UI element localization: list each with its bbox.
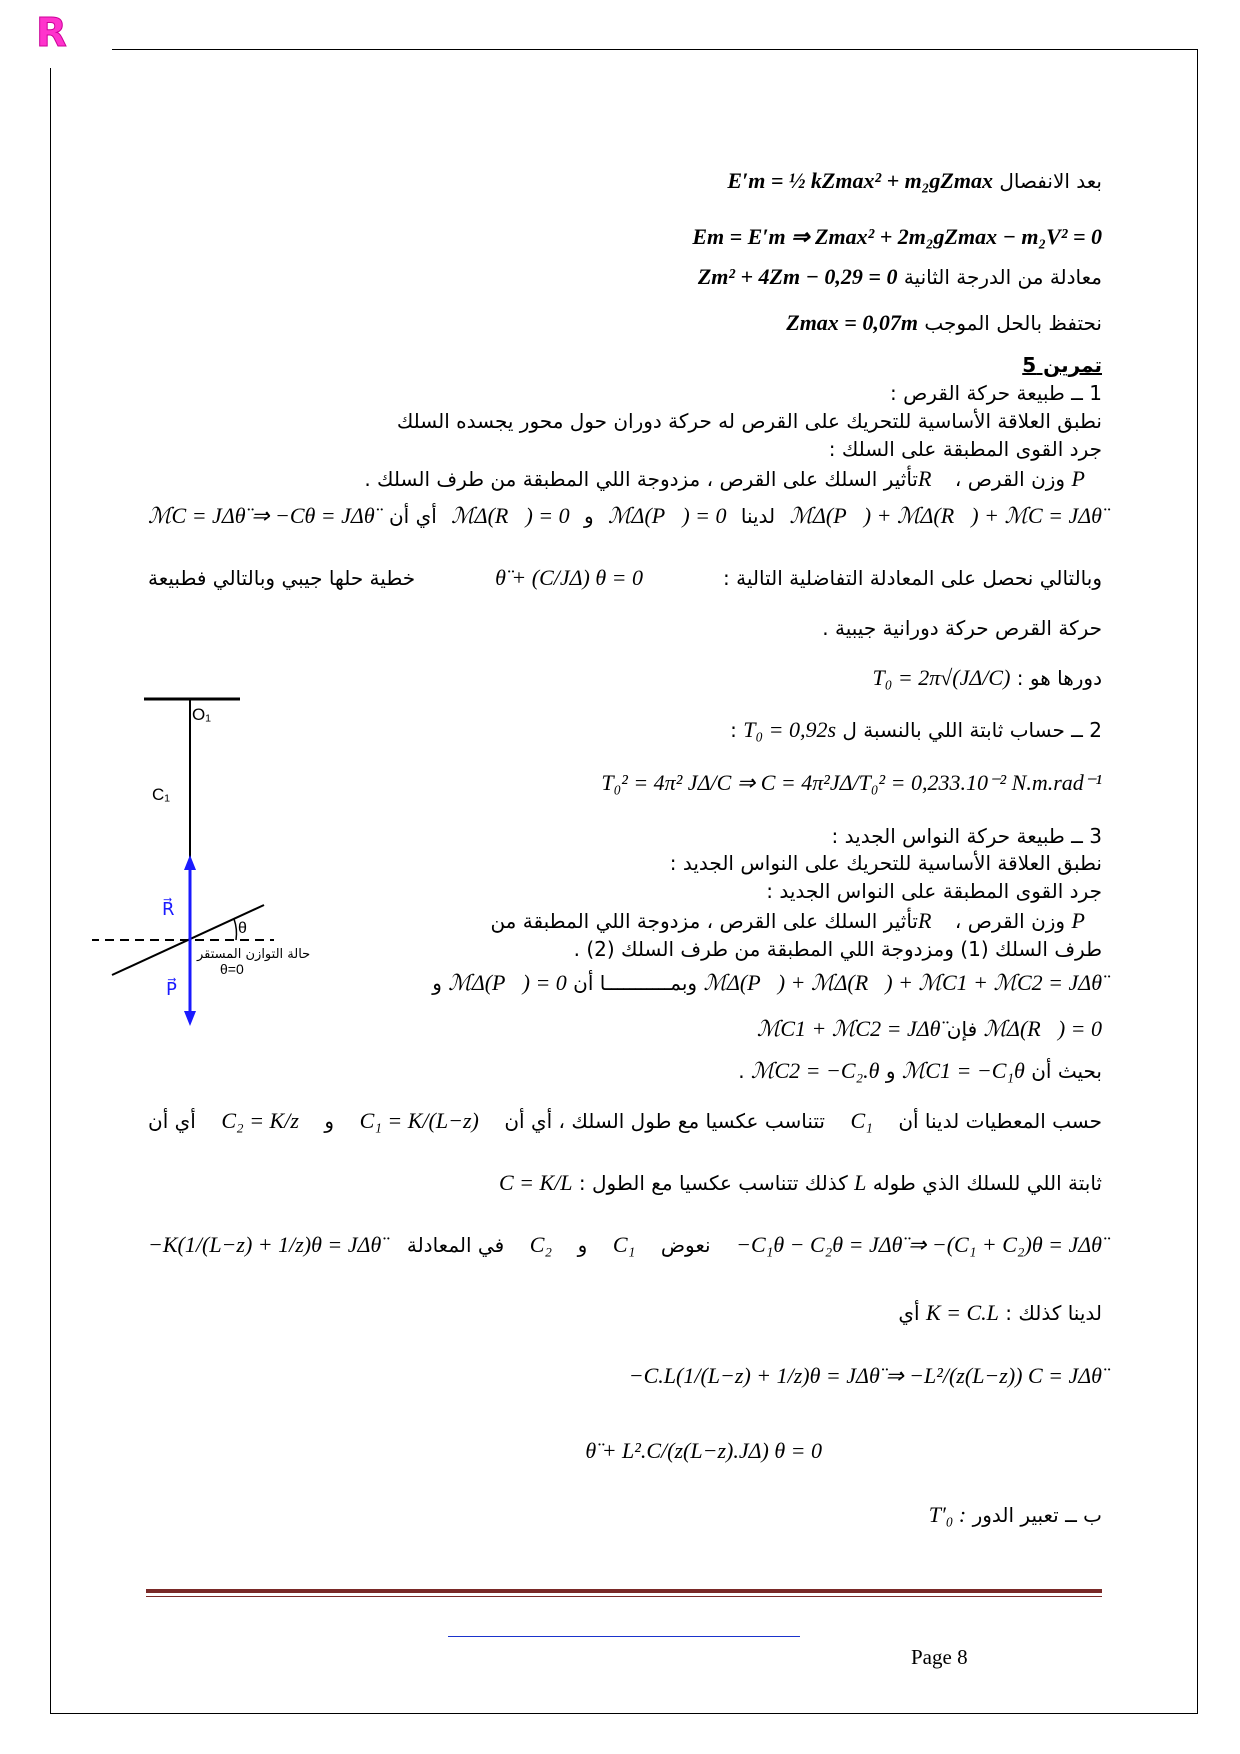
footer-rule-thin (146, 1596, 1102, 1597)
section-3-constant (499, 1170, 1102, 1196)
text-positive-solution: نحتفظ بالحل الموجب (924, 311, 1102, 335)
footer-rule (146, 1589, 1102, 1593)
section-2-calc (601, 770, 1102, 796)
section-3-k (898, 1300, 1102, 1326)
text-since: وبمـــــــــــا أن (573, 971, 698, 995)
text-after-separation: بعد الانفصال (999, 169, 1102, 193)
text-period-expr: ب ــ تعبير الدور (972, 1503, 1102, 1527)
eq-derivation: −C.L(1/(L−z) + 1/z)θ = JΔθ̈ ⇒ −L²/(z(L−z)) C = JΔθ̈ (628, 1363, 1102, 1388)
eq-moment-r-2: ℳΔ(R⃗) = 0 (983, 1016, 1102, 1041)
section-1-period (872, 665, 1102, 691)
sym-c1-2: C₁ (612, 1232, 636, 1257)
eq-c2: C₂ = K/z (221, 1108, 299, 1133)
section-1-forces (364, 466, 1102, 492)
label-theta-zero: θ=0 (220, 961, 244, 977)
section-3-b (929, 1502, 1102, 1528)
eq-t0-prime: T′₀ : (928, 1502, 967, 1527)
section-3-where: بحيث أن ℳC1 = −C₁θ و ℳC2 = −C₂.θ . (738, 1058, 1102, 1083)
text-linear-sine: خطية حلها جيبي وبالتالي فطبيعة (148, 566, 416, 590)
eq-moment-r: ℳΔ(R⃗) = 0 (451, 503, 570, 528)
label-theta: θ (238, 920, 247, 937)
section-3-title: 3 ــ طبيعة حركة النواس الجديد : (831, 824, 1102, 848)
vector-p: P⃗ (1071, 466, 1102, 491)
section-3-forces (490, 908, 1102, 934)
text-forces-rest: تأثير السلك على القرص ، مزدوجة اللي المطبقة من طرف السلك . (364, 467, 918, 491)
text-substitute: نعوض (660, 1233, 711, 1257)
text-and-3: و (885, 1059, 896, 1083)
line-positive-solution (786, 310, 1102, 336)
p-arrowhead (184, 1011, 196, 1026)
section-3-moments (432, 970, 1102, 996)
vector-r: R⃗ (918, 466, 949, 491)
section-1-text-b: جرد القوى المطبقة على السلك : (828, 437, 1102, 461)
text-also-inverse: كذلك تتناسب عكسيا مع الطول : (578, 1171, 848, 1195)
vector-r-2: R⃗ (918, 908, 949, 933)
pendulum-diagram (92, 690, 392, 1030)
label-equilibrium: حالة التوازن المستقر (197, 947, 311, 962)
footer-link-line (448, 1636, 800, 1637)
eq-k-sum: −K(1/(L−z) + 1/z)θ = JΔθ̈ (148, 1232, 382, 1257)
r-arrowhead (184, 855, 196, 870)
text-ie: أي (898, 1301, 920, 1325)
text-and-2: و (432, 971, 442, 995)
section-2-title: 2 ــ حساب ثابتة اللي بالنسبة ل T₀ = 0,92s : (730, 717, 1102, 742)
angle-arc (234, 919, 236, 940)
frame-top-rule (112, 49, 1198, 50)
eq-zmax: Zmax = 0,07m (786, 310, 918, 335)
section-3-moments-2 (757, 1016, 1102, 1042)
eq-moment-p: ℳΔ(P⃗) = 0 (608, 503, 727, 528)
text-then: فإن (946, 1017, 978, 1041)
eq-diff: θ̈ + (C/JΔ) θ = 0 (495, 565, 644, 590)
eq-moment-c: ℳC = JΔθ̈ ⇒ −Cθ = JΔθ̈ (148, 503, 375, 528)
eq-c1: C₁ = K/(L−z) (359, 1108, 479, 1133)
eq-mc1: ℳC1 = −C₁θ (901, 1058, 1025, 1083)
eq-k-cl: K = C.L (925, 1300, 999, 1325)
section-1-text-a: نطبق العلاقة الأساسية للتحريك على القرص له حركة دوران حول محور يجسده السلك (396, 409, 1102, 433)
section-1-title: 1 ــ طبيعة حركة القرص : (890, 381, 1102, 405)
text-wire-const: ثابتة اللي للسلك الذي طوله (872, 1171, 1102, 1195)
label-p: P⃗ (166, 979, 177, 999)
text-torsion-const: 2 ــ حساب ثابتة اللي بالنسبة ل (842, 718, 1102, 742)
section-3-derivation (629, 1363, 1102, 1389)
vector-p-2: P⃗ (1071, 908, 1102, 933)
eq-final-diff: θ̈ + L².C/(z(L−z).JΔ) θ = 0 (585, 1438, 822, 1463)
text-we-have: لدينا (740, 504, 776, 528)
eq-t0-value: T₀ = 0,92s (743, 717, 837, 742)
text-forces-rest-2: تأثير السلك على القرص ، مزدوجة اللي المطبقة من (490, 909, 918, 933)
eq-energy-equality: Em = E′m ⇒ Zmax² + 2m₂gZmax − m₂V² = 0 (692, 224, 1102, 249)
section-3-text-b: جرد القوى المطبقة على النواس الجديد : (766, 879, 1102, 903)
text-in-equation: في المعادلة (406, 1233, 505, 1257)
logo: R (36, 10, 67, 56)
sym-c1: C₁ (850, 1108, 873, 1133)
text-weight: وزن القرص ، (954, 467, 1066, 491)
text-according: حسب المعطيات لدينا أن (898, 1109, 1102, 1133)
frame-right-rule (1197, 49, 1198, 1713)
section-3-final-eq (585, 1438, 822, 1464)
text-we-also: لدينا كذلك : (1005, 1301, 1102, 1325)
section-3-proportional (148, 1108, 1102, 1134)
line-energy-equality (692, 224, 1102, 250)
text-that-is: أي أن (388, 504, 437, 528)
frame-left-rule (50, 68, 51, 1714)
text-weight-2: وزن القرص ، (954, 909, 1066, 933)
eq-quadratic: Zm² + 4Zm − 0,29 = 0 (697, 264, 898, 289)
eq-c-k-l: C = K/L (499, 1170, 573, 1195)
section-1-nature: حركة القرص حركة دورانية جيبية . (822, 616, 1102, 640)
text-inversely: تتناسب عكسيا مع طول السلك ، أي أن (504, 1109, 825, 1133)
line-after-separation (727, 168, 1102, 194)
text-where: بحيث أن (1031, 1059, 1102, 1083)
label-r: R⃗ (162, 899, 175, 919)
page-number: Page 8 (911, 1645, 968, 1669)
sym-c2: C₂ (529, 1232, 553, 1257)
eq-c-value: T₀² = 4π² JΔ/C ⇒ C = 4π²JΔ/T₀² = 0,233.10⁻² N.m.rad⁻¹ (601, 770, 1102, 795)
eq-moments-sum-2: ℳΔ(P⃗) + ℳΔ(R⃗) + ℳC1 + ℳC2 = JΔθ̈ (703, 970, 1102, 995)
sym-l: L (854, 1170, 867, 1195)
eq-period: T₀ = 2π√(JΔ/C) (872, 665, 1011, 690)
eq-energy-after: E′m = ½ kZmax² + m₂gZmax (727, 168, 993, 193)
eq-mc2: ℳC2 = −C₂.θ (750, 1058, 880, 1083)
label-c1: C₁ (152, 785, 171, 804)
eq-moment-p-2: ℳΔ(P⃗) = 0 (448, 970, 567, 995)
exercise-heading: تمرين 5 (1022, 353, 1102, 377)
eq-sum-c: −C₁θ − C₂θ = JΔθ̈ ⇒ −(C₁ + C₂)θ = JΔθ̈ (736, 1232, 1102, 1257)
section-1-moments (148, 503, 1102, 529)
line-quadratic (698, 264, 1102, 290)
eq-moments-c: ℳC1 + ℳC2 = JΔθ̈ (756, 1016, 941, 1041)
text-and-5: و (577, 1233, 588, 1257)
frame-bottom-rule (50, 1713, 1198, 1714)
text-that-is-2: أي أن (148, 1109, 196, 1133)
text-quadratic: معادلة من الدرجة الثانية (903, 265, 1102, 289)
text-and-4: و (324, 1109, 335, 1133)
section-3-text-d: طرف السلك (1) ومزدوجة اللي المطبقة من طرف السلك (2) . (573, 937, 1102, 961)
text-period: دورها هو : (1016, 666, 1102, 690)
label-o1: O₁ (192, 705, 211, 724)
section-3-substitute (148, 1232, 1102, 1258)
section-1-diff-eq (148, 565, 1102, 591)
text-and: و (583, 504, 594, 528)
text-diff-eq: وبالتالي نحصل على المعادلة التفاضلية التالية : (723, 566, 1102, 590)
section-3-text-a: نطبق العلاقة الأساسية للتحريك على النواس الجديد : (669, 851, 1102, 875)
eq-moments-sum: ℳΔ(P⃗) + ℳΔ(R⃗) + ℳC = JΔθ̈ (789, 503, 1102, 528)
